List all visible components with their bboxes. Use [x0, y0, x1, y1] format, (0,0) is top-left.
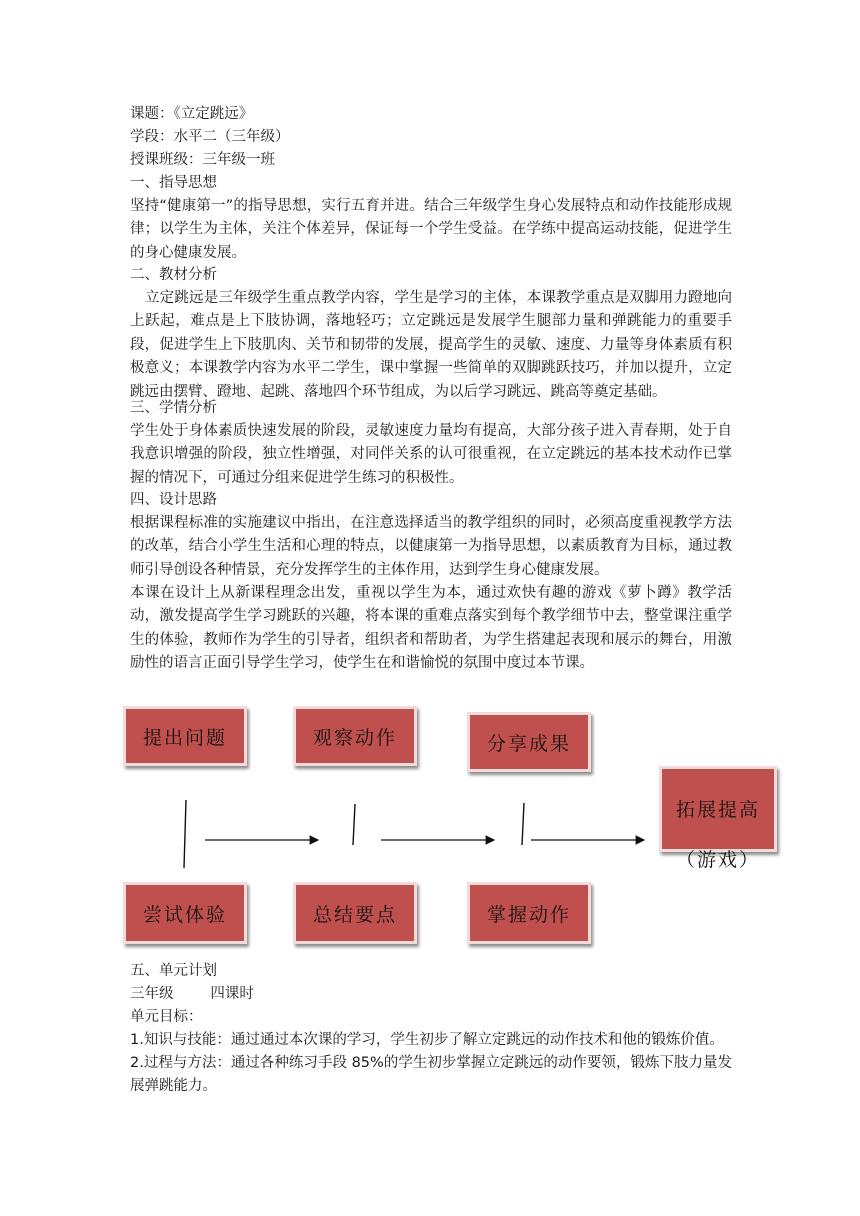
section-5-grade-hours: 三年级 四课时: [130, 986, 254, 1002]
section-3-title: 三、学情分析: [130, 400, 217, 416]
section-5-goal-1: 1.知识与技能：通过通过本次课的学习，学生初步了解立定跳远的动作技术和他的锻炼价值。: [130, 1032, 724, 1048]
section-1-title: 一、指导思想: [130, 175, 217, 191]
connector-line-2: [353, 804, 355, 845]
connector-line-1: [184, 800, 186, 868]
section-2-title: 二、教材分析: [130, 267, 217, 283]
flow-box-master-action: 掌握动作: [467, 882, 591, 944]
flow-box-share-results: 分享成果: [467, 712, 591, 772]
section-3-text: 学生处于身体素质快速发展的阶段，灵敏速度力量均有提高，大部分孩子进入青春期，处于自我意识增强的阶段，独立性增强，对同伴关系的认可很重视，在立定跳远的基本技术动作已掌握的情况下，可通过分组来促进学生练习的积极性。: [130, 423, 732, 486]
section-4-title: 四、设计思路: [130, 492, 217, 508]
flow-box-extend-label: 拓展提高: [675, 799, 760, 821]
section-1-text: 坚持“健康第一”的指导思想，实行五育并进。结合三年级学生身心发展特点和动作技能形成规律；以学生为主体，关注个体差异，保证每一个学生受益。在学练中提高运动技能，促进学生的身心健康发展。: [130, 198, 732, 261]
section-5-title: 五、单元计划: [130, 963, 217, 979]
connector-line-3: [522, 803, 524, 845]
section-5-goal-label: 单元目标：: [130, 1009, 203, 1025]
section-4-text-2: 本课在设计上从新课程理念出发，重视以学生为本，通过欢快有趣的游戏《萝卜蹲》教学活动，激发提高学生学习跳跃的兴趣，将本课的重难点落实到每个教学细节中去，整堂课注重学生的体验，教师作为学生的引导者，组织者和帮助者，为学生搭建起表现和展示的舞台，用激励性的语言正面引导学生学习，使学生在和谐愉悦的氛围中度过本节课。: [130, 585, 732, 672]
flow-box-observe-action: 观察动作: [293, 706, 417, 766]
lesson-stage: 学段：水平二（三年级）: [130, 129, 290, 145]
section-5-goal-2: 2.过程与方法：通过各种练习手段 85%的学生初步掌握立定跳远的动作要领，锻炼下肢力量发展弹跳能力。: [130, 1055, 732, 1095]
flow-box-try-experience: 尝试体验: [123, 882, 247, 944]
section-4-text-1: 根据课程标准的实施建议中指出，在注意选择适当的教学组织的同时，必须高度重视教学方法的改革，结合小学生生活和心理的特点，以健康第一为指导思想，以素质教育为目标，通过教师引导创设各种情景，充分发挥学生的主体作用，达到学生身心健康发展。: [130, 515, 732, 578]
flow-box-extend-sub: （游戏）: [675, 849, 760, 871]
lesson-topic: 课题：《立定跳远》: [130, 106, 254, 122]
section-2-text: 立定跳远是三年级学生重点教学内容，学生是学习的主体，本课教学重点是双脚用力蹬地向上跃起，难点是上下肢协调，落地轻巧；立定跳远是发展学生腿部力量和弹跳能力的重要手段，促进学生上下肢肌肉、关节和韧带的发展，提高学生的灵敏、速度、力量等身体素质有积极意义；本课教学内容为水平二学生，课中掌握一些简单的双脚跳跃技巧，并加以提升，立定跳远由摆臂、蹬地、起跳、落地四个环节组成，为以后学习跳远、跳高等奠定基础。: [130, 290, 732, 400]
flow-box-summarize-points: 总结要点: [293, 882, 417, 944]
flow-box-ask-question: 提出问题: [123, 706, 247, 766]
lesson-class: 授课班级：三年级一班: [130, 152, 275, 168]
